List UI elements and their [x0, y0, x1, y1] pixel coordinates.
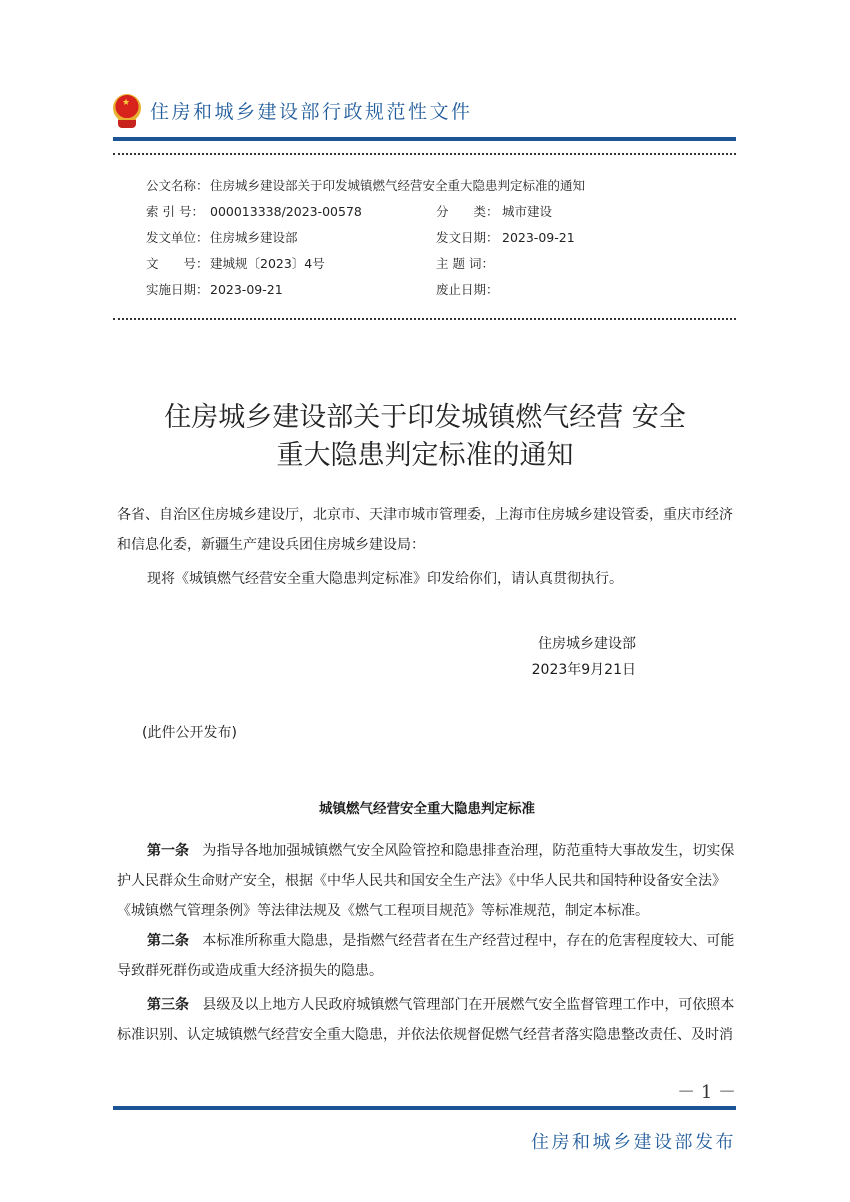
meta-row-index: 索 引 号： 000013338/2023-00578 — [146, 204, 362, 219]
signature-org: 住房城乡建设部 — [538, 636, 636, 652]
meta-effective: 2023-09-21 — [210, 282, 283, 297]
meta-issue-date: 2023-09-21 — [502, 230, 575, 245]
footer-publisher: 住房和城乡建设部发布 — [531, 1132, 736, 1153]
meta-doc-no: 建城规〔2023〕4号 — [210, 256, 325, 271]
article-text: 县级及以上地方人民政府城镇燃气管理部门在开展燃气安全监督管理工作中，可依照本标准识别、认定城镇燃气经营安全重大隐患，并依法依规督促燃气经营者落实隐患整改责任、及时消 — [117, 997, 735, 1043]
meta-row-abolish: 废止日期： — [436, 282, 499, 297]
footer-blue-rule — [113, 1106, 736, 1110]
article-text: 本标准所称重大隐患，是指燃气经营者在生产经营过程中，存在的危害程度较大、可能导致群死群伤或造成重大经济损失的隐患。 — [117, 933, 735, 979]
meta-row-doc-no: 文 号：建城规〔2023〕4号 — [146, 256, 325, 271]
meta-issuer: 住房城乡建设部 — [210, 230, 298, 245]
document-title: 住房城乡建设部关于印发城镇燃气经营 安全 重大隐患判定标准的通知 — [164, 402, 686, 471]
standard-title: 城镇燃气经营安全重大隐患判定标准 — [319, 801, 535, 817]
meta-row-keywords: 主 题 词： — [436, 256, 494, 271]
article-text: 为指导各地加强城镇燃气安全风险管控和隐患排查治理，防范重特大事故发生，切实保护人民群众生命财产安全，根据《中华人民共和国安全生产法》《中华人民共和国特种设备安全法》《城镇燃气管理条例》等法律法规及《燃气工程项目规范》等标准规范，制定本标准。 — [117, 843, 735, 919]
header-dotted-rule — [113, 153, 736, 155]
article-label: 第三条 — [147, 997, 189, 1013]
article-label: 第二条 — [147, 933, 189, 949]
recipients: 各省、自治区住房城乡建设厅，北京市、天津市城市管理委，上海市住房城乡建设管委，重庆市经济和信息化委，新疆生产建设兵团住房城乡建设局： — [117, 507, 733, 553]
article-1 — [117, 836, 737, 926]
meta-index: 000013338/2023-00578 — [210, 204, 362, 219]
meta-doc-name: 住房城乡建设部关于印发城镇燃气经营安全重大隐患判定标准的通知 — [210, 178, 586, 193]
metadata-table — [146, 176, 746, 306]
meta-category: 城市建设 — [502, 204, 553, 219]
national-emblem-icon: ★ — [112, 94, 142, 126]
signature-date: 2023年9月21日 — [531, 662, 636, 678]
meta-row-doc-name: 公文名称：住房城乡建设部关于印发城镇燃气经营安全重大隐患判定标准的通知 — [146, 178, 586, 193]
article-2 — [117, 926, 737, 986]
article-3 — [117, 990, 737, 1050]
article-label: 第一条 — [147, 843, 189, 859]
meta-dotted-rule — [113, 318, 736, 320]
meta-row-effective: 实施日期：2023-09-21 — [146, 282, 283, 297]
publication-note: (此件公开发布) — [142, 725, 237, 741]
header-title: 住房和城乡建设部行政规范性文件 — [150, 100, 473, 123]
body-text: 现将《城镇燃气经营安全重大隐患判定标准》印发给你们，请认真贯彻执行。 — [147, 571, 623, 587]
meta-row-category: 分 类： 城市建设 — [436, 204, 553, 219]
meta-row-issuer: 发文单位：住房城乡建设部 — [146, 230, 298, 245]
meta-row-issue-date: 发文日期： 2023-09-21 — [436, 230, 575, 245]
page-number: － 1 － — [677, 1082, 736, 1103]
header-blue-rule — [113, 137, 736, 141]
document-header — [112, 92, 473, 128]
